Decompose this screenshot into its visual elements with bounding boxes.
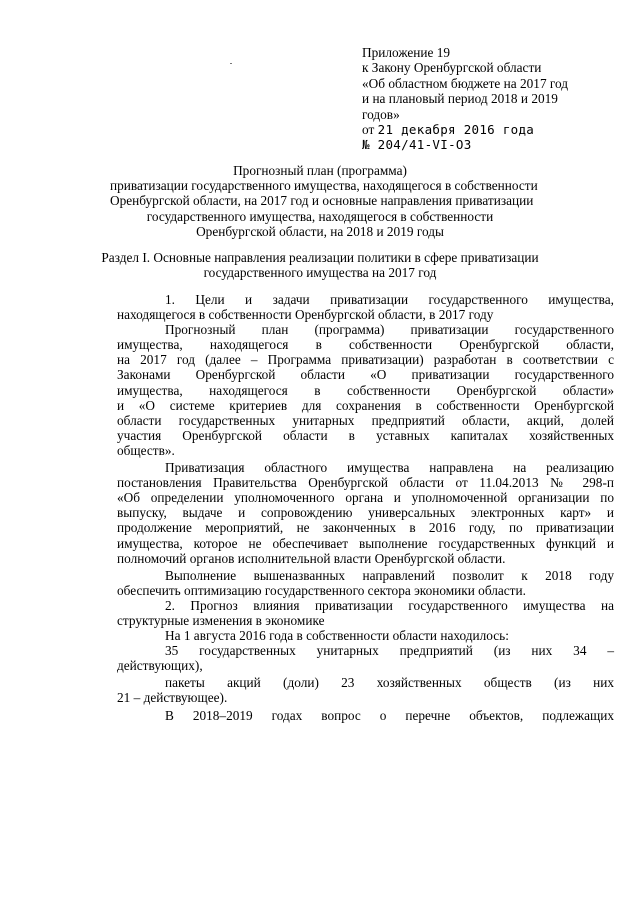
body-line: участия Оренбургской области в уставных капиталах хозяйственных: [117, 427, 614, 443]
title-line: Оренбургской области, на 2018 и 2019 годы: [196, 223, 444, 239]
appendix-line: годов»: [362, 106, 400, 122]
body-line: имущества, которое не обеспечивает выполнение государственных функций и: [117, 535, 614, 551]
title-line: Оренбургской области, на 2017 год и основные направления приватизации: [110, 193, 534, 209]
section-heading: [90, 250, 550, 280]
section-line: государственного имущества на 2017 год: [203, 265, 437, 281]
body-line: Прогнозный план (программа) приватизации государственного: [165, 322, 614, 338]
document-title: [110, 163, 538, 239]
scan-speck: [230, 63, 232, 64]
body-line: постановления Правительства Оренбургской области от 11.04.2013 № 298-п: [117, 475, 614, 491]
body-text: [117, 292, 614, 723]
body-line: обеспечить оптимизацию государственного сектора экономики области.: [117, 582, 526, 598]
body-line: имущества, находящегося в собственности Оренбургской области»: [117, 382, 614, 398]
appendix-header: [362, 45, 602, 153]
body-line: В 2018–2019 годах вопрос о перечне объектов, подлежащих: [165, 707, 614, 723]
body-line: Приватизация областного имущества направлена на реализацию: [165, 460, 614, 476]
body-line: имущества, находящегося в собственности Оренбургской области,: [117, 337, 614, 353]
body-line: области государственных унитарных предприятий области, акций, долей: [117, 412, 614, 428]
body-line: 35 государственных унитарных предприятий (из них 34 –: [165, 643, 614, 659]
body-line: «Об определении уполномоченного органа и уполномоченной организации по: [117, 490, 614, 506]
body-line: и «О системе критериев для сохранения в собственности Оренбургской: [117, 397, 614, 413]
body-line: выпуску, выдаче и сопровождению универсальных электронных карт» и: [117, 505, 614, 521]
body-line: продолжение мероприятий, не законченных в 2016 году, по приватизации: [117, 520, 614, 536]
title-line: Прогнозный план (программа): [233, 163, 407, 178]
law-number-stamp: № 204/41-VI-ОЗ: [362, 137, 472, 153]
body-line: 21 – действующее).: [117, 690, 228, 706]
title-line: приватизации государственного имущества, находящегося в собственности: [110, 178, 538, 194]
date-prefix: от: [362, 122, 375, 138]
appendix-line: Приложение 19: [362, 45, 450, 60]
body-line: На 1 августа 2016 года в собственности области находилось:: [165, 628, 509, 644]
body-line: Выполнение вышеназванных направлений позволит к 2018 году: [165, 567, 614, 583]
appendix-line: к Закону Оренбургской области: [362, 60, 542, 76]
body-line: пакеты акций (доли) 23 хозяйственных обществ (из них: [165, 675, 614, 691]
body-line: 1. Цели и задачи приватизации государственного имущества,: [165, 292, 614, 307]
body-line: находящегося в собственности Оренбургской области, в 2017 году: [117, 307, 494, 323]
body-line: на 2017 год (далее – Программа приватизации) разработан в соответствии с: [117, 352, 614, 368]
section-line: Раздел I. Основные направления реализации политики в сфере приватизации: [101, 250, 539, 265]
body-line: структурные изменения в экономике: [117, 612, 325, 628]
body-line: Законами Оренбургской области «О приватизации государственного: [117, 367, 614, 383]
appendix-date-line: [362, 122, 602, 137]
title-line: государственного имущества, находящегося в собственности: [146, 208, 494, 224]
body-line: 2. Прогноз влияния приватизации государственного имущества на: [165, 597, 614, 613]
appendix-line: «Об областном бюджете на 2017 год: [362, 75, 569, 91]
body-line: обществ».: [117, 442, 175, 458]
law-date-stamp: 21 декабря 2016 года: [377, 122, 535, 138]
body-line: полномочий органов исполнительной власти Оренбургской области.: [117, 550, 506, 566]
body-line: действующих),: [117, 658, 203, 674]
appendix-line: и на плановый период 2018 и 2019: [362, 91, 558, 107]
